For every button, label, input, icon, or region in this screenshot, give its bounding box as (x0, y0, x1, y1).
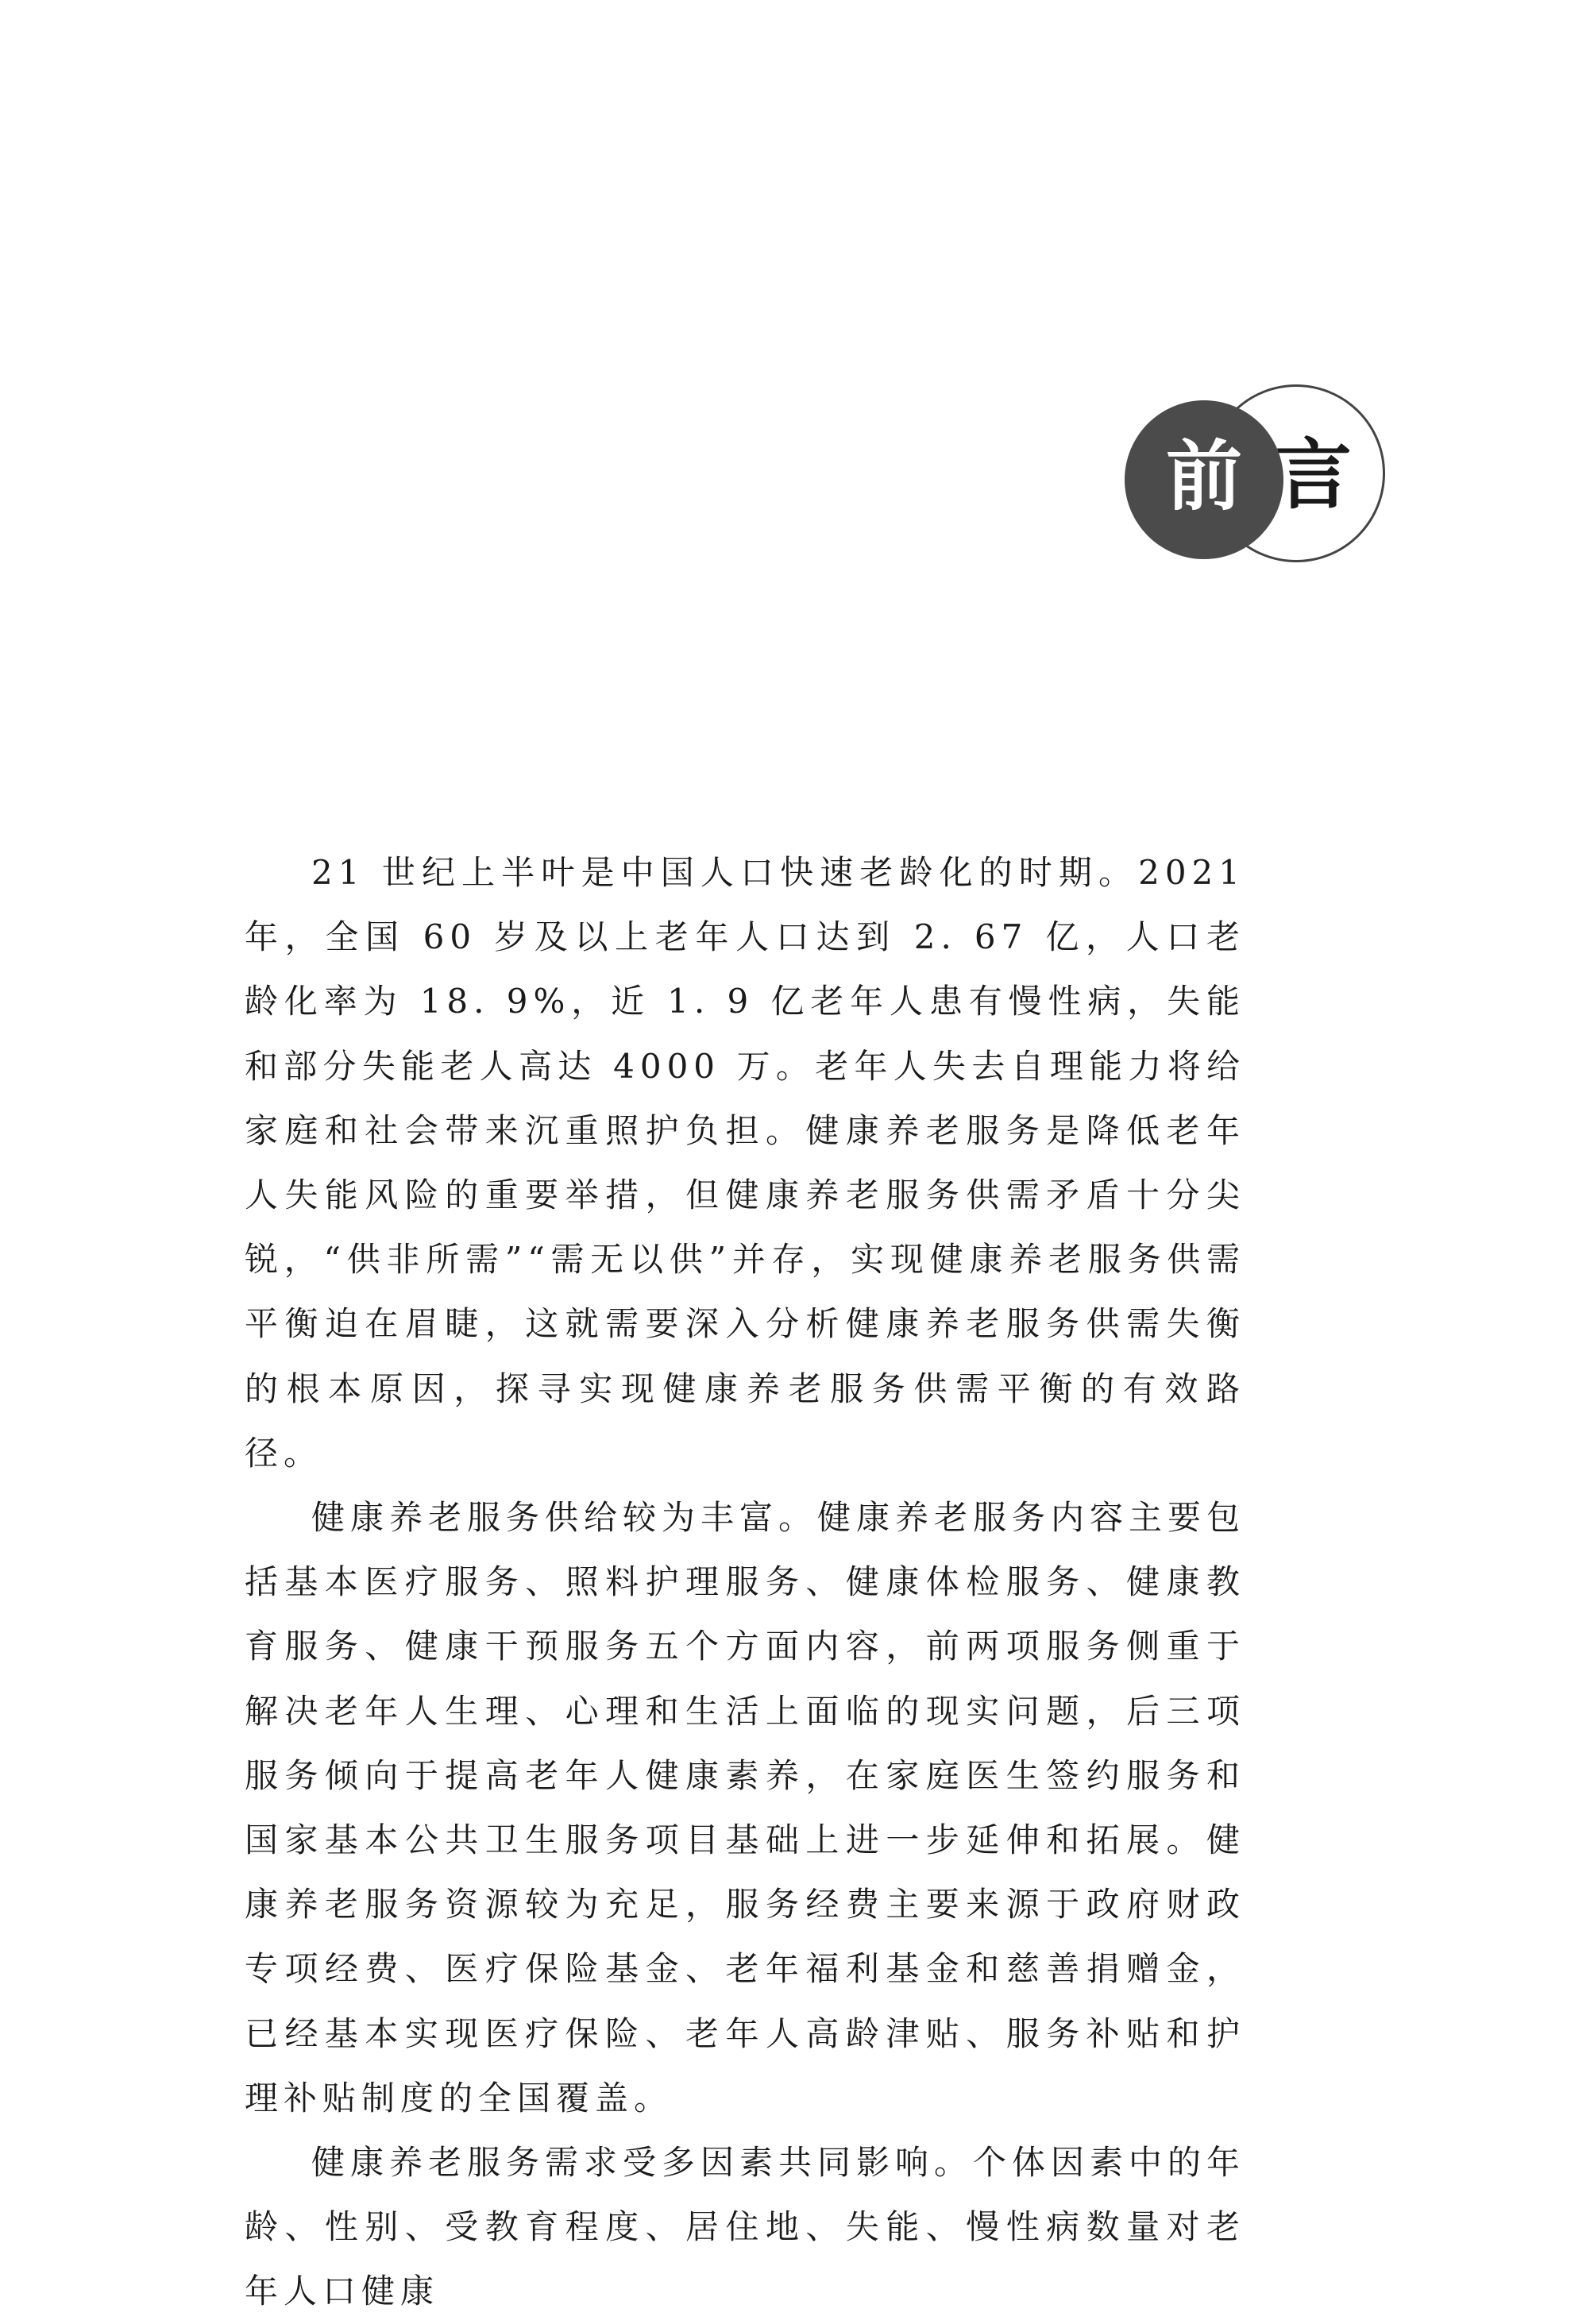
title-char-qian: 前 (1166, 432, 1242, 521)
paragraph-3: 健康养老服务需求受多因素共同影响。个体因素中的年龄、性别、受教育程度、居住地、失能、慢性病数量对老年人口健康 (245, 2143, 1246, 2311)
paragraph-2: 健康养老服务供给较为丰富。健康养老服务内容主要包括基本医疗服务、照料护理服务、健康体检服务、健康教育服务、健康干预服务五个方面内容，前两项服务侧重于解决老年人生理、心理和生活上面临的现实问题，后三项服务倾向于提高老年人健康素养，在家庭医生签约服务和国家基本公共卫生服务项目基础上进一步延伸和拓展。健康养老服务资源较为充足，服务经费主要来源于政府财政专项经费、医疗保险基金、老年福利基金和慈善捐赠金，已经基本实现医疗保险、老年人高龄津贴、服务补贴和护理补贴制度的全国覆盖。 (245, 1498, 1246, 2117)
chapter-title-badge (1125, 383, 1387, 573)
title-char-yan: 言 (1276, 430, 1352, 519)
paragraph-1: 21 世纪上半叶是中国人口快速老龄化的时期。2021 年，全国 60 岁及以上老年人口达到 2. 67 亿，人口老龄化率为 18. 9%，近 1. 9 亿老年人患有慢性病，失能和部分失能老人高达 4000 万。老年人失去自理能力将给家庭和社会带来沉重照护负担。健康养老服务是降低老年人失能风险的重要举措，但健康养老服务供需矛盾十分尖锐，“供非所需”“需无以供”并存，实现健康养老服务供需平衡迫在眉睫，这就需要深入分析健康养老服务供需失衡的根本原因，探寻实现健康养老服务供需平衡的有效路径。 (245, 853, 1245, 1473)
body-text (245, 840, 1245, 2324)
